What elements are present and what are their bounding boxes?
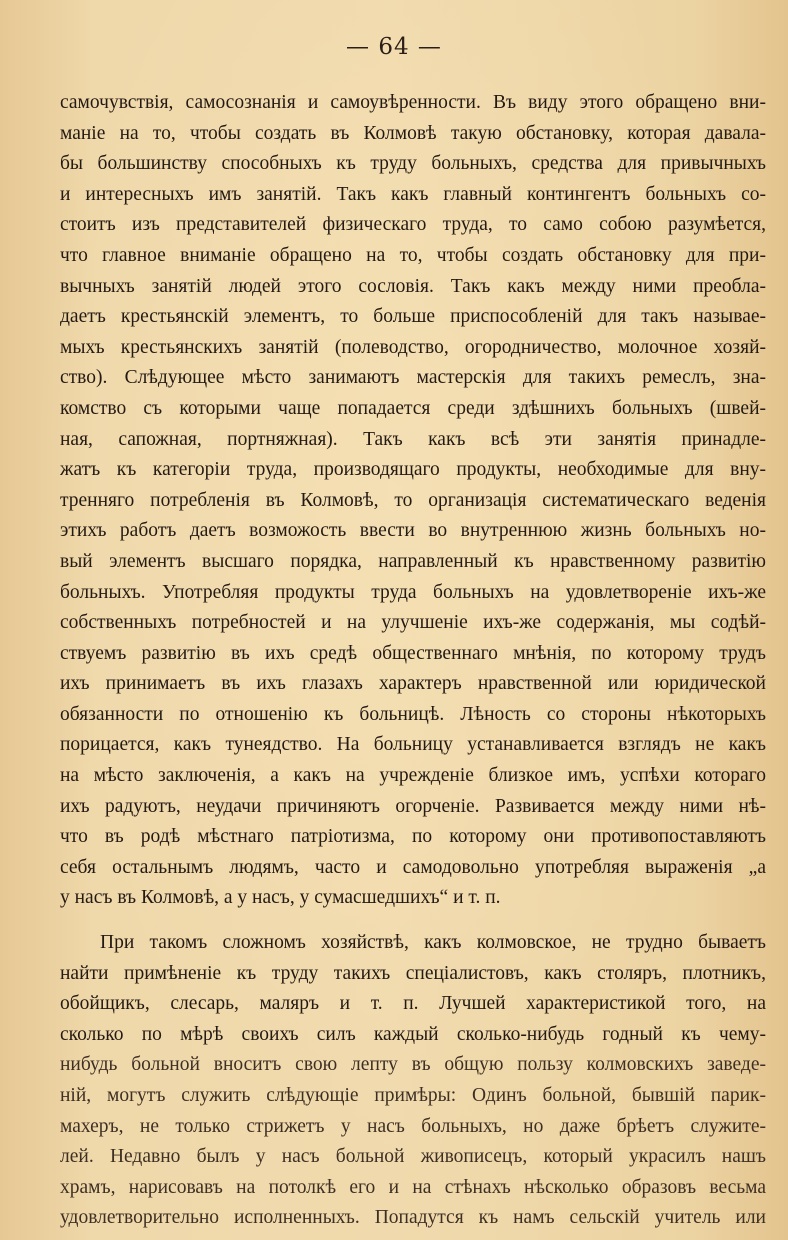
- paragraph-1: [60, 88, 766, 914]
- text-line: самочувствія, самосознанія и самоувѣренности. Въ виду этого обращено вни-: [60, 92, 766, 113]
- text-line: При такомъ сложномъ хозяйствѣ, какъ колмовское, не трудно бываетъ: [100, 932, 766, 954]
- text-line: обязанности по отношенію къ больницѣ. Лѣность со стороны нѣкоторыхъ: [60, 703, 766, 725]
- paragraph-2: [60, 928, 766, 1234]
- text-line: нибудь больной вноситъ свою лепту въ общую пользу колмовскихъ заведе-: [60, 1054, 766, 1076]
- text-line: собственныхъ потребностей и на улучшеніе ихъ-же содержанія, мы содѣй-: [60, 612, 766, 634]
- text-line: себя остальнымъ людямъ, часто и самодовольно употребляя выраженія „а: [60, 856, 766, 878]
- text-line: жатъ къ категоріи труда, производящаго продукты, необходимые для вну-: [60, 459, 766, 481]
- text-line: сколько по мѣрѣ своихъ силъ каждый сколько-нибудь годный къ чему-: [60, 1023, 766, 1045]
- text-line: маніе на то, чтобы создать въ Колмовѣ такую обстановку, которая давала-: [60, 122, 766, 144]
- text-line: вычныхъ занятій людей этого сословія. Такъ какъ между ними преобла-: [60, 275, 766, 297]
- text-line: ній, могутъ служить слѣдующіе примѣры: Одинъ больной, бывшій парик-: [60, 1085, 766, 1106]
- text-line: ная, сапожная, портняжная). Такъ какъ всѣ эти занятія принадле-: [60, 428, 766, 450]
- text-line: ство). Слѣдующее мѣсто занимаютъ мастерскія для такихъ ремеслъ, зна-: [60, 367, 766, 389]
- text-line: и интересныхъ имъ занятій. Такъ какъ главный контингентъ больныхъ со-: [60, 183, 766, 205]
- text-line: вый элементъ высшаго порядка, направленный къ нравственному развитію: [60, 550, 766, 572]
- text-line: больныхъ. Употребляя продукты труда больныхъ на удовлетвореніе ихъ-же: [60, 581, 766, 603]
- text-line: найти примѣненіе къ труду такихъ спеціалистовъ, какъ столяръ, плотникъ,: [60, 962, 766, 984]
- body-text: [60, 88, 766, 1234]
- text-line: ихъ принимаетъ въ ихъ глазахъ характеръ нравственной или юридической: [60, 673, 766, 695]
- text-line: удовлетворительно исполненныхъ. Попадутся къ намъ сельскій учитель или: [60, 1207, 766, 1229]
- text-line: обойщикъ, слесарь, маляръ и т. п. Лучшей характеристикой того, на: [60, 993, 766, 1015]
- text-line: стоитъ изъ представителей физическаго труда, то само собою разумѣется,: [60, 214, 766, 236]
- text-line: мыхъ крестьянскихъ занятій (полеводство, огородничество, молочное хозяй-: [60, 336, 766, 358]
- text-line: махеръ, не только стрижетъ у насъ больныхъ, но даже брѣетъ служите-: [60, 1115, 766, 1137]
- text-line: храмъ, нарисовавъ на потолкѣ его и на стѣнахъ нѣсколько образовъ весьма: [60, 1176, 766, 1198]
- text-line: порицается, какъ тунеядство. На больницу устанавливается взглядъ не какъ: [60, 734, 766, 756]
- text-line: ствуемъ развитію въ ихъ средѣ общественнаго мнѣнія, по которому трудъ: [60, 642, 766, 664]
- text-line: у насъ въ Колмовѣ, а у насъ, у сумасшедшихъ“ и т. п.: [60, 887, 501, 909]
- text-line: комство съ которыми чаще попадается среди здѣшнихъ больныхъ (швей-: [60, 397, 766, 419]
- text-line: на мѣсто заключенія, а какъ на учрежденіе близкое имъ, успѣхи котораго: [60, 765, 766, 787]
- text-line: бы большинству способныхъ къ труду больныхъ, средства для привычныхъ: [60, 153, 766, 175]
- page-number: — 64 —: [346, 34, 442, 60]
- text-line: что въ родѣ мѣстнаго патріотизма, по которому они противопоставляютъ: [60, 826, 766, 848]
- text-line: что главное вниманіе обращено на то, чтобы создать обстановку для при-: [60, 244, 766, 266]
- text-line: лей. Недавно былъ у насъ больной живописецъ, который украсилъ нашъ: [60, 1146, 766, 1168]
- text-line: даетъ крестьянскій элементъ, то больше приспособленій для такъ называе-: [60, 306, 766, 328]
- text-line: тренняго потребленія въ Колмовѣ, то организація систематическаго веденія: [60, 489, 766, 511]
- text-line: этихъ работъ даетъ возможость ввести во внутреннюю жизнь больныхъ но-: [60, 520, 766, 542]
- text-line: ихъ радуютъ, неудачи причиняютъ огорченіе. Развивается между ними нѣ-: [60, 795, 766, 817]
- paragraph-gap: [60, 914, 766, 928]
